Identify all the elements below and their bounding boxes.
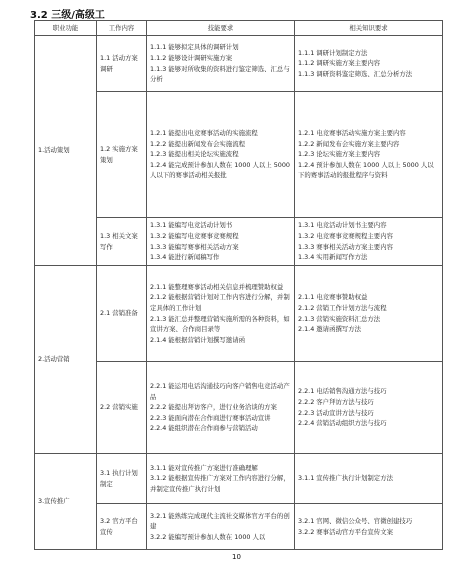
skill-item: 1.3.3 能编写赛事相关活动方案 [150, 242, 239, 251]
page-number: 10 [232, 553, 241, 561]
function-cell: 2.活动营销 [35, 266, 97, 454]
skills-cell [147, 266, 295, 362]
header-knowledge-requirements: 相关知识要求 [295, 21, 443, 36]
knowledge-cell [295, 218, 443, 266]
table-row [35, 218, 443, 266]
knowledge-item: 1.1.1 调研计划制定方法 [298, 48, 368, 57]
skill-item: 1.3.2 能编写电竞赛事竞赛规程 [150, 231, 239, 240]
knowledge-cell [295, 92, 443, 218]
work-content-cell: 3.2 官方平台宣传 [97, 504, 147, 550]
knowledge-item: 2.2.4 营销活动组织方法与技巧 [298, 419, 387, 428]
skill-item: 2.1.4 能根据营销计划撰写邀请函 [150, 335, 245, 344]
skill-item: 2.1.3 能汇总并整理营销实施所需的各种资料，如宣讲方案、合作商目录等 [150, 314, 290, 334]
section-heading: 3.2 三级/高级工 [30, 10, 105, 21]
skills-cell [147, 36, 295, 92]
knowledge-item: 1.3.3 赛事相关活动方案主要内容 [298, 242, 393, 251]
skills-cell [147, 218, 295, 266]
header-skill-requirements: 技能要求 [147, 21, 295, 36]
work-content-cell: 3.1 执行计划制定 [97, 454, 147, 504]
skill-item: 2.2.2 能提出拜访客户，进行业务洽谈的方案 [150, 403, 277, 412]
skills-cell [147, 504, 295, 550]
skill-item: 3.2.1 能熟练完成现代主流社交媒体官方平台的创建 [150, 511, 290, 531]
skill-item: 1.2.1 能提出电竞赛事活动的实施流程 [150, 129, 258, 138]
knowledge-item: 2.2.3 活动宣讲方法与技巧 [298, 408, 374, 417]
skill-item: 1.3.4 能进行新闻稿写作 [150, 253, 220, 262]
skill-item: 1.2.3 能提出相关论坛实施流程 [150, 150, 239, 159]
header-work-content: 工作内容 [97, 21, 147, 36]
knowledge-item: 1.1.2 调研实施方案主要内容 [298, 59, 381, 68]
table-row [35, 362, 443, 454]
skill-item: 1.3.1 能编写电竞活动计划书 [150, 221, 233, 230]
table-row [35, 454, 443, 504]
skill-item: 3.1.2 能根据宣传推广方案对工作内容进行分解，并制定宣传推广执行计划 [150, 474, 290, 493]
knowledge-item: 3.2.1 官网、微信公众号、官微创建技巧 [298, 516, 413, 525]
skill-item: 1.2.4 能完成预计参加人数在 1000 人以上 5000 人以下的赛事活动相关报批 [150, 160, 290, 180]
knowledge-item: 2.1.2 营销工作计划方法与流程 [298, 303, 387, 312]
skill-item: 2.1.1 能整理赛事活动相关信息并梳理赞助权益 [150, 282, 284, 291]
knowledge-item: 1.3.4 实用新闻写作方法 [298, 253, 368, 262]
knowledge-cell [295, 504, 443, 550]
knowledge-item: 2.1.3 营销实施资料汇总方法 [298, 314, 381, 323]
function-cell: 1.活动策划 [35, 36, 97, 266]
knowledge-item: 1.2.1 电竞赛事活动实施方案主要内容 [298, 129, 406, 138]
table-row [35, 504, 443, 550]
table-header-row [35, 21, 443, 36]
knowledge-item: 2.1.4 邀请函撰写方法 [298, 325, 362, 334]
skills-cell [147, 454, 295, 504]
work-content-cell: 2.2 营销实施 [97, 362, 147, 454]
table-row [35, 92, 443, 218]
skill-item: 1.1.2 能够设计调研实施方案 [150, 53, 233, 62]
knowledge-item: 2.2.2 客户拜访方法与技巧 [298, 397, 374, 406]
skill-item: 2.1.2 能根据营销计划对工作内容进行分解，并制定具体的工作计划 [150, 293, 290, 312]
knowledge-item: 3.2.2 赛事活动官方平台宣传文案 [298, 527, 393, 536]
skill-item: 2.2.3 能面向潜在合作商进行赛事活动宣讲 [150, 413, 271, 422]
skill-item: 3.2.2 能编写预计参加人数在 1000 人以 [150, 532, 266, 541]
knowledge-cell [295, 36, 443, 92]
knowledge-item: 1.1.3 调研资料鉴定筛选、汇总分析方法 [298, 69, 413, 78]
skills-requirements-table [34, 20, 443, 550]
work-content-cell: 1.1 活动方案调研 [97, 36, 147, 92]
knowledge-item: 1.3.2 电竞赛事竞赛规程主要内容 [298, 231, 393, 240]
skills-cell [147, 362, 295, 454]
skill-item: 2.2.4 能组织潜在合作商参与营销活动 [150, 424, 258, 433]
work-content-cell: 1.2 实施方案策划 [97, 92, 147, 218]
knowledge-item: 2.2.1 电话销售沟通方法与技巧 [298, 387, 387, 396]
work-content-cell: 1.3 相关文案写作 [97, 218, 147, 266]
knowledge-item: 1.2.4 预计参加人数在 1000 人以上 5000 人以下的赛事活动的报批程序与资料 [298, 160, 434, 180]
skill-item: 2.2.1 能运用电话沟通技巧向客户销售电竞活动产品 [150, 382, 290, 401]
work-content-cell: 2.1 营销准备 [97, 266, 147, 362]
table-row [35, 36, 443, 92]
knowledge-cell [295, 454, 443, 504]
table-row [35, 266, 443, 362]
skill-item: 1.1.3 能够对所收集的资料进行鉴定筛选、汇总与分析 [150, 64, 290, 84]
skill-item: 1.2.2 能提出新闻发布会实施流程 [150, 139, 245, 148]
knowledge-item: 1.2.2 新闻发布会实施方案主要内容 [298, 139, 400, 148]
knowledge-item: 3.1.1 宣传推广执行计划制定方法 [298, 474, 393, 483]
knowledge-cell [295, 266, 443, 362]
function-cell: 3.宣传推广 [35, 454, 97, 550]
knowledge-item: 1.2.3 论坛实施方案主要内容 [298, 150, 381, 159]
skill-item: 1.1.1 能够拟定具体的调研计划 [150, 43, 239, 52]
skills-cell [147, 92, 295, 218]
knowledge-cell [295, 362, 443, 454]
knowledge-item: 1.3.1 电竞活动计划书主要内容 [298, 221, 387, 230]
skill-item: 3.1.1 能对宣传推广方案进行准确理解 [150, 463, 258, 472]
knowledge-item: 2.1.1 电竞赛事赞助权益 [298, 293, 368, 302]
header-occupational-function: 职业功能 [35, 21, 97, 36]
